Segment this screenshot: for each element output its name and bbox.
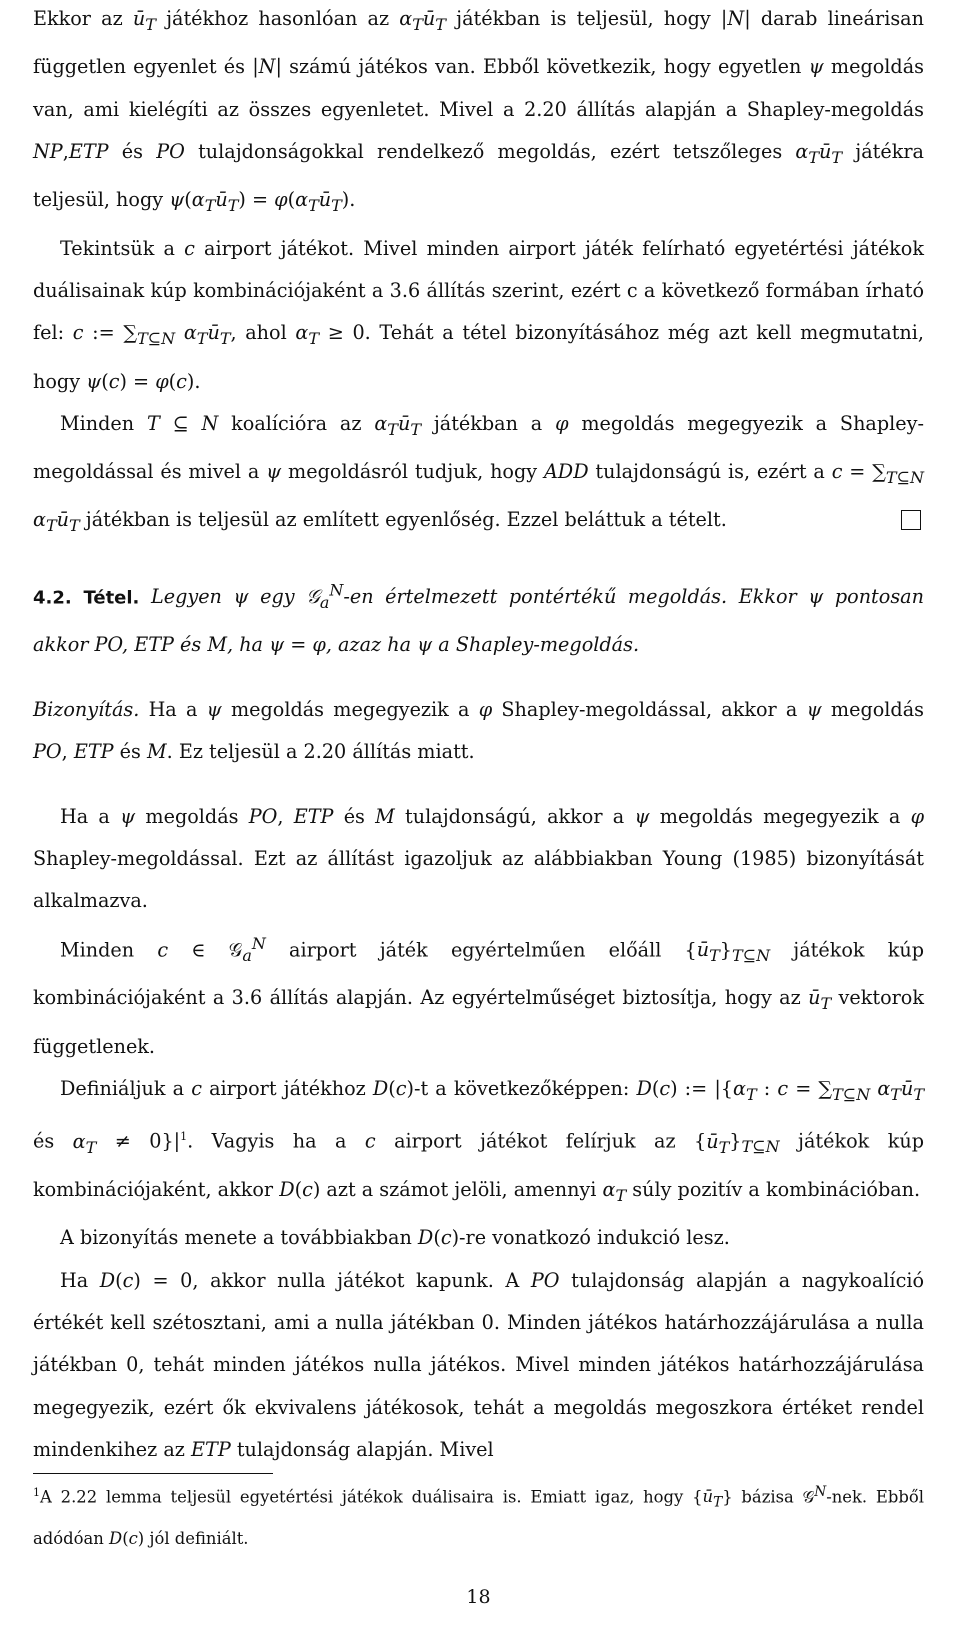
footnote: $^1$A 2.22 lemma teljesül egyetértési játékok duálisaira is. Emiatt igaz, hogy $\{ū_T\}$ bázisa 𝒢$^N$-nek. Ebből adódóan D(c) jól definiált. <box>33 1484 924 1548</box>
qed-box-icon <box>901 510 921 530</box>
paragraph-8: Ha D(c) = 0, akkor nulla játékot kapunk. A PO tulajdonság alapján a nagykoalíció értékét kell szétosztani, ami a nulla játékban 0. Minden játékos határhozzájárulása a nulla játékban 0, tehát minden játékos nulla játékos. Mivel minden játékos határhozzájárulása megegyezik, ezért ők ekvivalens játékosok, tehát a megoldás megoszkora értéket rendel mindenkihez az ETP tulajdonság alapján. Mivel <box>33 1268 925 1462</box>
proof-label: Bizonyítás. <box>33 697 140 721</box>
paragraph-5: Minden c ∈ 𝒢$_a^N$ airport játék egyértelműen előáll $\{ū_T\}_{T⊆N}$ játékok kúp kombinációjaként a 3.6 állítás alapján. Az egyértelműséget biztosítja, hogy az $ū_T$ vektorok függetlenek. <box>33 933 924 1058</box>
document-page <box>33 0 924 1636</box>
paragraph-2: Tekintsük a c airport játékot. Mivel minden airport játék felírható egyetértési játékok duálisainak kúp kombinációjaként a 3.6 állítás szerint, ezért c a következő formában írható fel: c := $\sum_{T⊆N}$ $\alpha_Tū_T$, ahol $\alpha_T \ge 0$. Tehát a tétel bizonyításához még azt kell megmutatni, hogy ψ(c) = φ(c). <box>33 236 924 393</box>
page-number: 18 <box>466 1586 491 1608</box>
theorem-label: 4.2. Tétel. <box>33 587 140 609</box>
paragraph-1: Ekkor az $ū_T$ játékhoz hasonlóan az $\alpha_Tū_T$ játékban is teljesül, hogy |N| darab lineárisan független egyenlet és |N| számú játékos van. Ebből következik, hogy egyetlen ψ megoldás van, ami kielégíti az összes egyenletet. Mivel a 2.20 állítás alapján a Shapley-megoldás NP,ETP és PO tulajdonságokkal rendelkező megoldás, ezért tetszőleges $\alpha_Tū_T$ játékra teljesül, hogy $\psi(\alpha_Tū_T)$ = $\varphi(\alpha_Tū_T)$. <box>33 7 924 216</box>
theorem: 4.2. Tétel. Legyen ψ egy 𝒢$_a^N$-en értelmezett pontértékű megoldás. Ekkor ψ pontosan akkor PO, ETP és M, ha ψ = φ, azaz ha ψ a Shapley-megoldás. <box>33 580 924 657</box>
footnote-mark: 1 <box>33 1486 40 1499</box>
paragraph-4: Ha a ψ megoldás PO, ETP és M tulajdonságú, akkor a ψ megoldás megegyezik a φ Shapley-megoldással. Ezt az állítást igazoljuk az alábbiakban Young (1985) bizonyítását alkalmazva. <box>33 804 924 913</box>
proof: Bizonyítás. Ha a ψ megoldás megegyezik a φ Shapley-megoldással, akkor a ψ megoldás PO, ETP és M. Ez teljesül a 2.20 állítás miatt. <box>33 697 924 764</box>
paragraph-6: Definiáljuk a c airport játékhoz D(c)-t a következőképpen: D(c) := $|\{\alpha_T$ : $c = \sum_{T⊆N}$ $\alpha_Tū_T$ és $\alpha_T \ne 0\}|^1$. Vagyis ha a c airport játékot felírjuk az $\{ū_T\}_{T⊆N}$ játékok kúp kombinációjaként, akkor D(c) azt a számot jelöli, amennyi $\alpha_T$ súly pozitív a kombinációban. <box>33 1077 925 1205</box>
paragraph-7: A bizonyítás menete a továbbiakban D(c)-re vonatkozó indukció lesz. <box>60 1226 730 1250</box>
paragraph-3: Minden T ⊆ N koalícióra az $\alpha_Tū_T$ játékban a φ megoldás megegyezik a Shapley-megoldással és mivel a ψ megoldásról tudjuk, hogy ADD tulajdonságú is, ezért a $c = \sum_{T⊆N}$ $\alpha_Tū_T$ játékban is teljesül az említett egyenlőség. Ezzel beláttuk a tételt. <box>33 411 924 536</box>
